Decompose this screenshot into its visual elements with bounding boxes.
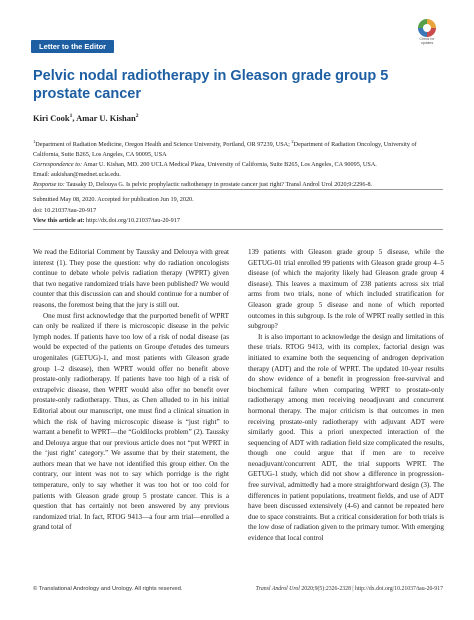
affiliation-text: Department of Radiation Oncology, University of California, Suite B265, Los Angeles, CA 90095, USA — [33, 141, 417, 159]
journal-citation — [256, 586, 443, 592]
correspondence-email[interactable]: Email: aukishan@mednet.ucla.edu. — [33, 171, 121, 179]
correspondence — [33, 160, 443, 170]
journal-issue: 2020;9(5):2326-2328 | http://dx.doi.org/10.21037/tau-20-917 — [299, 586, 443, 592]
crossmark-icon — [418, 19, 436, 37]
author-affiliation-marker: 1 — [69, 113, 73, 120]
check-for-updates-button[interactable] — [416, 19, 438, 45]
view-article-url[interactable]: http://dx.doi.org/10.21037/tau-20-917 — [84, 217, 180, 224]
affiliation-marker: 1 — [33, 139, 36, 144]
affiliation-text: Department of Radiation Medicine, Oregon Health and Science University, Portland, OR 97239, USA; — [35, 141, 292, 149]
affiliations — [33, 137, 443, 160]
view-article-link[interactable] — [33, 216, 443, 227]
body-paragraph: One must first acknowledge that the purported benefit of WPRT can only be realized if there is microscopic disease in the pelvic lymph nodes. If patients have too low of a risk of nodal disease (as would be expected of the patients on Groupe d'etudes des tumeurs urogenitales (GETUG)-1, and most patients with Gleason grade group 1–2 disease), then WPRT would offer no benefit above prostate-only radiotherapy. If patients have too high of a risk of extrapelvic disease, then WPRT would also offer no benefit over prostate-only radiotherapy. Thus, as Chen alluded to in his initial Editorial about our manuscript, one must find a clinical situation in which the risk of having microscopic disease is “just right” to warrant a benefit to WPRT—the “Goldilocks problem” (2). Taussky and Delouya argue that our previous article does not “put WPRT in the ‘just right’ category.” We assume that by their statement, the authors mean that we have not identified this group either. On the contrary, our intent was not to say which porridge is the right temperature, only to say whether it was too hot or too cold for patients with Gleason grade group 5 prostate cancer. This is a question that has certainly not been answered by any previous randomized trial. In fact, RTOG 9413—a four arm trial—enrolled a grand total of — [33, 311, 229, 532]
body-column-right — [248, 247, 444, 544]
author-affiliation-marker: 2 — [135, 113, 139, 120]
response-text: Tausaky D, Delouya G. Is pelvic prophylactic radiotherapy in prostate cancer just right? Transl Androl Urol 2020;9:2296-8. — [64, 181, 373, 189]
author-separator: , — [72, 113, 77, 123]
journal-name: Transl Androl Urol — [255, 586, 300, 592]
body-paragraph: It is also important to acknowledge the design and limitations of these trials. RTOG 9413, with its complex, factorial design was initiated to examine both the sequencing of androgen deprivation therapy (ADT) and the role of WPRT. The updated 10-year results do show evidence of a benefit in progression free-survival and biochemical failure when comparing WPRT to prostate-only radiotherapy among men receiving neoadjuvant and concurrent hormonal therapy. The major criticism is that outcomes in men receiving prostate-only radiotherapy with adjuvant ADT were similarly good. This a priori unexpected interaction of the sequencing of ADT with radiation field size complicated the results, though one could argue that if men are to receive neoadjuvant/concurrent ADT, the trial supports WPRT. The GETUG-1 study, which did not show a difference in progression-free survival, admittedly had a more straightforward design (3). The differences in patient populations, treatment fields, and use of ADT have been discussed extensively (4-6) and cannot be repeated here due to space constraints. But a critical consideration for both trials is the low dose of radiation given to the primary tumor. With emerging evidence that local control — [248, 332, 444, 543]
author-name: Kiri Cook — [33, 113, 70, 123]
body-paragraph: We read the Editorial Comment by Taussky and Delouya with great interest (1). They pose the question: why do radiation oncologists continue to debate whole pelvis radiation therapy (WPRT) given that two negative randomized trials have been published? We would counter that this discussion can and should continue for a number of reasons, the foremost being that the jury is still out. — [33, 248, 229, 309]
article-title: Pelvic nodal radiotherapy in Gleason grade group 5 prostate cancer — [33, 68, 389, 102]
correspondence-label: Correspondence to: — [33, 161, 83, 169]
body-paragraph: 139 patients with Gleason grade group 5 disease, while the GETUG-01 trial enrolled 99 patients with Gleason grade group 4–5 disease (of which the majority likely had Gleason grade group 4 disease). This leaves a maximum of 238 patients across six trial arms from two trials, none of which included stratification for Gleason grade group 5 disease and none of which reported outcomes in this subgroup. Is the role of WPRT really settled in this subgroup? — [248, 248, 444, 331]
response-label: Response to: — [33, 181, 65, 189]
affiliation-marker: 2 — [291, 139, 294, 144]
article-type-badge: Letter to the Editor — [31, 40, 114, 53]
publication-dates — [33, 195, 443, 227]
divider — [33, 229, 443, 230]
copyright: © Translational Andrology and Urology. All rights reserved. — [33, 586, 183, 592]
view-article-label: View this article at: — [33, 217, 85, 224]
body-column-left — [33, 247, 229, 533]
correspondence-text: Amar U. Kishan, MD. 200 UCLA Medical Plaza, University of California, Suite B265, Los Angeles, CA 90095, USA. — [82, 161, 377, 169]
divider — [33, 189, 443, 190]
submission-dates: Submitted May 08, 2020. Accepted for publication Jun 19, 2020. — [33, 196, 194, 203]
crossmark-label: Check for updates — [419, 37, 435, 45]
doi: doi: 10.21037/tau-20-917 — [33, 206, 97, 214]
article-metadata — [33, 137, 443, 190]
author-name: Amar U. Kishan — [76, 113, 136, 123]
author-list — [33, 113, 138, 123]
